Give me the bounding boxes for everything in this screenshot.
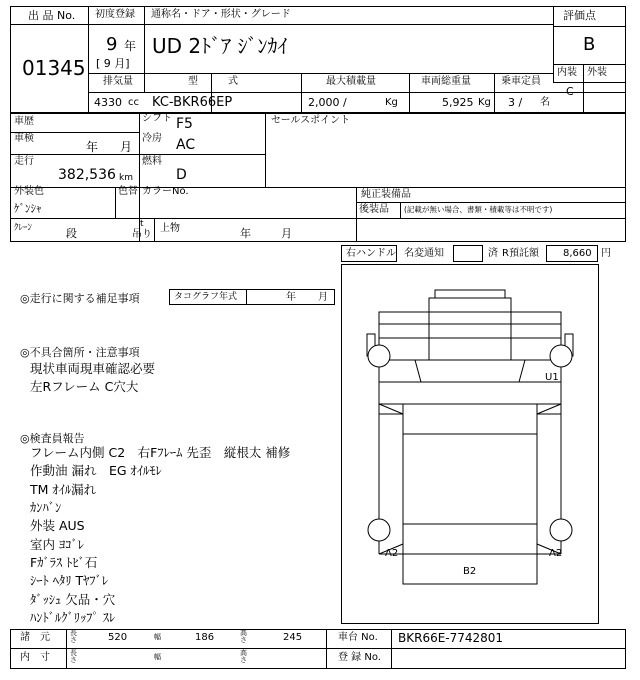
aircon-value: AC [176,137,196,153]
tachograph-month-unit: 月 [318,292,328,303]
model-code: KC-BKR66EP [152,95,233,110]
fuel-label: 燃料 [142,156,162,167]
interior-grade: C [566,85,574,98]
name-change-label: 名変通知 [404,248,444,259]
wheels [368,345,572,541]
interior-length-label: 長さ [70,649,77,665]
inspector-line: ｼｰﾄ ﾍﾀﾘ Tﾔﾌﾞﾚ [30,573,109,588]
inspector-line: 作動油 漏れ EG ｵｲﾙﾓﾚ [30,463,162,478]
recycle-amount: 8,660 [563,248,592,259]
color-no-label: カラーNo. [142,186,189,197]
shift-value: F5 [176,116,193,132]
footer-frame [10,629,626,669]
exterior-color: ｹﾞﾝｼｬ [14,202,42,215]
max-load: 2,000 / [308,96,347,109]
gross-weight-unit: Kg [478,97,491,108]
reg-month: [ 9 月] [96,57,130,70]
name-change-box [453,245,483,262]
diagram-mark: A2 [385,548,399,559]
aircon-label: 冷房 [142,133,162,144]
model-code-label: 型 式 [188,76,238,87]
displacement-label: 排気量 [103,76,133,87]
capacity: 3 / [508,96,523,109]
inspector-line: ﾀﾞｯｼｭ 欠品・穴 [30,592,116,607]
shift-label: シフト [142,113,172,124]
interior-height-label: 高さ [240,649,247,665]
displacement: 4330 [94,96,122,109]
inspector-report-title: ◎検査員報告 [20,432,85,445]
wheel-fl [368,345,390,367]
max-load-label: 最大積載量 [326,76,376,87]
interior-grade-label: 内装 [557,67,577,78]
aftermarket-note: (記載が無い場合、書類・積載等は不明です) [404,205,553,214]
height-label: 高さ [240,629,247,645]
height-value: 245 [283,632,303,643]
crane-ton-t: t [140,219,144,229]
recycle-unit: 円 [601,248,611,259]
width-value: 186 [195,632,215,643]
damage-diagram [341,264,599,624]
wheel-fr [550,345,572,367]
rating-score: B [583,34,596,55]
specs-label: 諸 元 [20,632,50,643]
displacement-unit: cc [128,97,139,108]
mileage-unit: km [119,173,133,183]
history-label: 車歴 [14,116,34,127]
bed-year-unit: 年 [240,227,251,240]
crane-label: ｸﾚｰﾝ [14,223,33,233]
exterior-grade-label: 外装 [587,67,607,78]
exterior-color-label: 外装色 [14,186,44,197]
capacity-unit: 名 [540,97,550,108]
model-name-label: 通称名・ドア・形状・グレード [151,9,291,20]
wheel-rr [550,519,572,541]
cab-body [379,312,561,404]
inspection-year-unit: 年 [86,140,99,154]
sales-points-label: セールスポイント [271,115,351,126]
inspector-line: ﾊﾝﾄﾞﾙｸﾞﾘｯﾌﾟ ｽﾚ [30,610,116,625]
driving-notes-title: ◎走行に関する補足事項 [20,292,140,305]
width-label: 幅 [154,633,161,641]
max-load-unit: Kg [385,97,398,108]
inspector-line: フレーム内側 C2 右Fﾌﾚｰﾑ 先歪 縦根太 補修 [30,445,291,460]
lot-label: 出 品 No. [28,9,76,22]
recycle-prefix: 済 [488,248,498,259]
interior-width-label: 幅 [154,653,161,661]
first-registration-label: 初度登録 [95,9,135,20]
inspection-month-unit: 月 [120,140,133,154]
bed-label: 上物 [160,223,180,234]
length-value: 520 [108,632,128,643]
recycle-label: R預託額 [502,248,539,259]
tachograph-label: タコグラフ年式 [174,292,238,302]
reg-year: 9 [106,34,118,55]
length-label: 長さ [70,629,77,645]
inspector-line: 室内 ﾖｺﾞﾚ [30,537,84,552]
inspector-line: Fｶﾞﾗｽ ﾄﾋﾞ石 [30,555,98,570]
reg-year-unit: 年 [124,39,137,53]
chassis-label: 車台 No. [338,632,378,643]
diagram-mark: A2 [549,548,563,559]
interior-dimensions-label: 内 寸 [20,652,50,663]
steering: 右ハンドル [346,248,396,259]
mileage-label: 走行 [14,156,34,167]
fuel-value: D [176,167,187,183]
cargo-bed [403,404,537,554]
chassis-number: BKR66E-7742801 [398,631,504,645]
rating-label: 評価点 [563,9,596,22]
roof-visor [435,290,505,298]
inspector-line: 外装 AUS [30,518,85,533]
aftermarket-label: 後装品 [359,204,389,215]
wheel-rl [368,519,390,541]
capacity-label: 乗車定員 [501,76,541,87]
mileage-value: 382,536 [58,167,116,183]
registration-no-label: 登 録 No. [338,652,381,663]
inspector-line: ｶﾝﾊﾞﾝ [30,500,62,515]
bed-month-unit: 月 [281,227,292,240]
windshield [415,360,525,382]
gross-weight: 5,925 [442,96,474,109]
crane-stage-unit: 段 [66,227,77,240]
inspector-line: TM ｵｲﾙ漏れ [30,482,97,497]
diagram-mark: B2 [463,566,477,577]
tachograph-year-unit: 年 [286,292,296,303]
defect-line: 左Rフレーム C穴大 [30,379,139,394]
genuine-equipment-label: 純正装備品 [361,189,411,200]
crane-ton-label: 吊り [132,229,152,240]
defects-title: ◎不具合箇所・注意事項 [20,346,140,359]
model-name: UD 2ﾄﾞｱ ｼﾞﾝｶｲ [152,34,288,58]
cab-roof [429,298,511,312]
gross-weight-label: 車両総重量 [421,76,471,87]
inspection-label: 車検 [14,133,34,144]
color-change-label: 色替 [118,186,138,197]
defect-line: 現状車両現車確認必要 [30,361,156,376]
lot-number: 01345 [22,56,86,80]
diagram-mark: U1 [545,372,559,383]
truck-outline [367,290,573,584]
